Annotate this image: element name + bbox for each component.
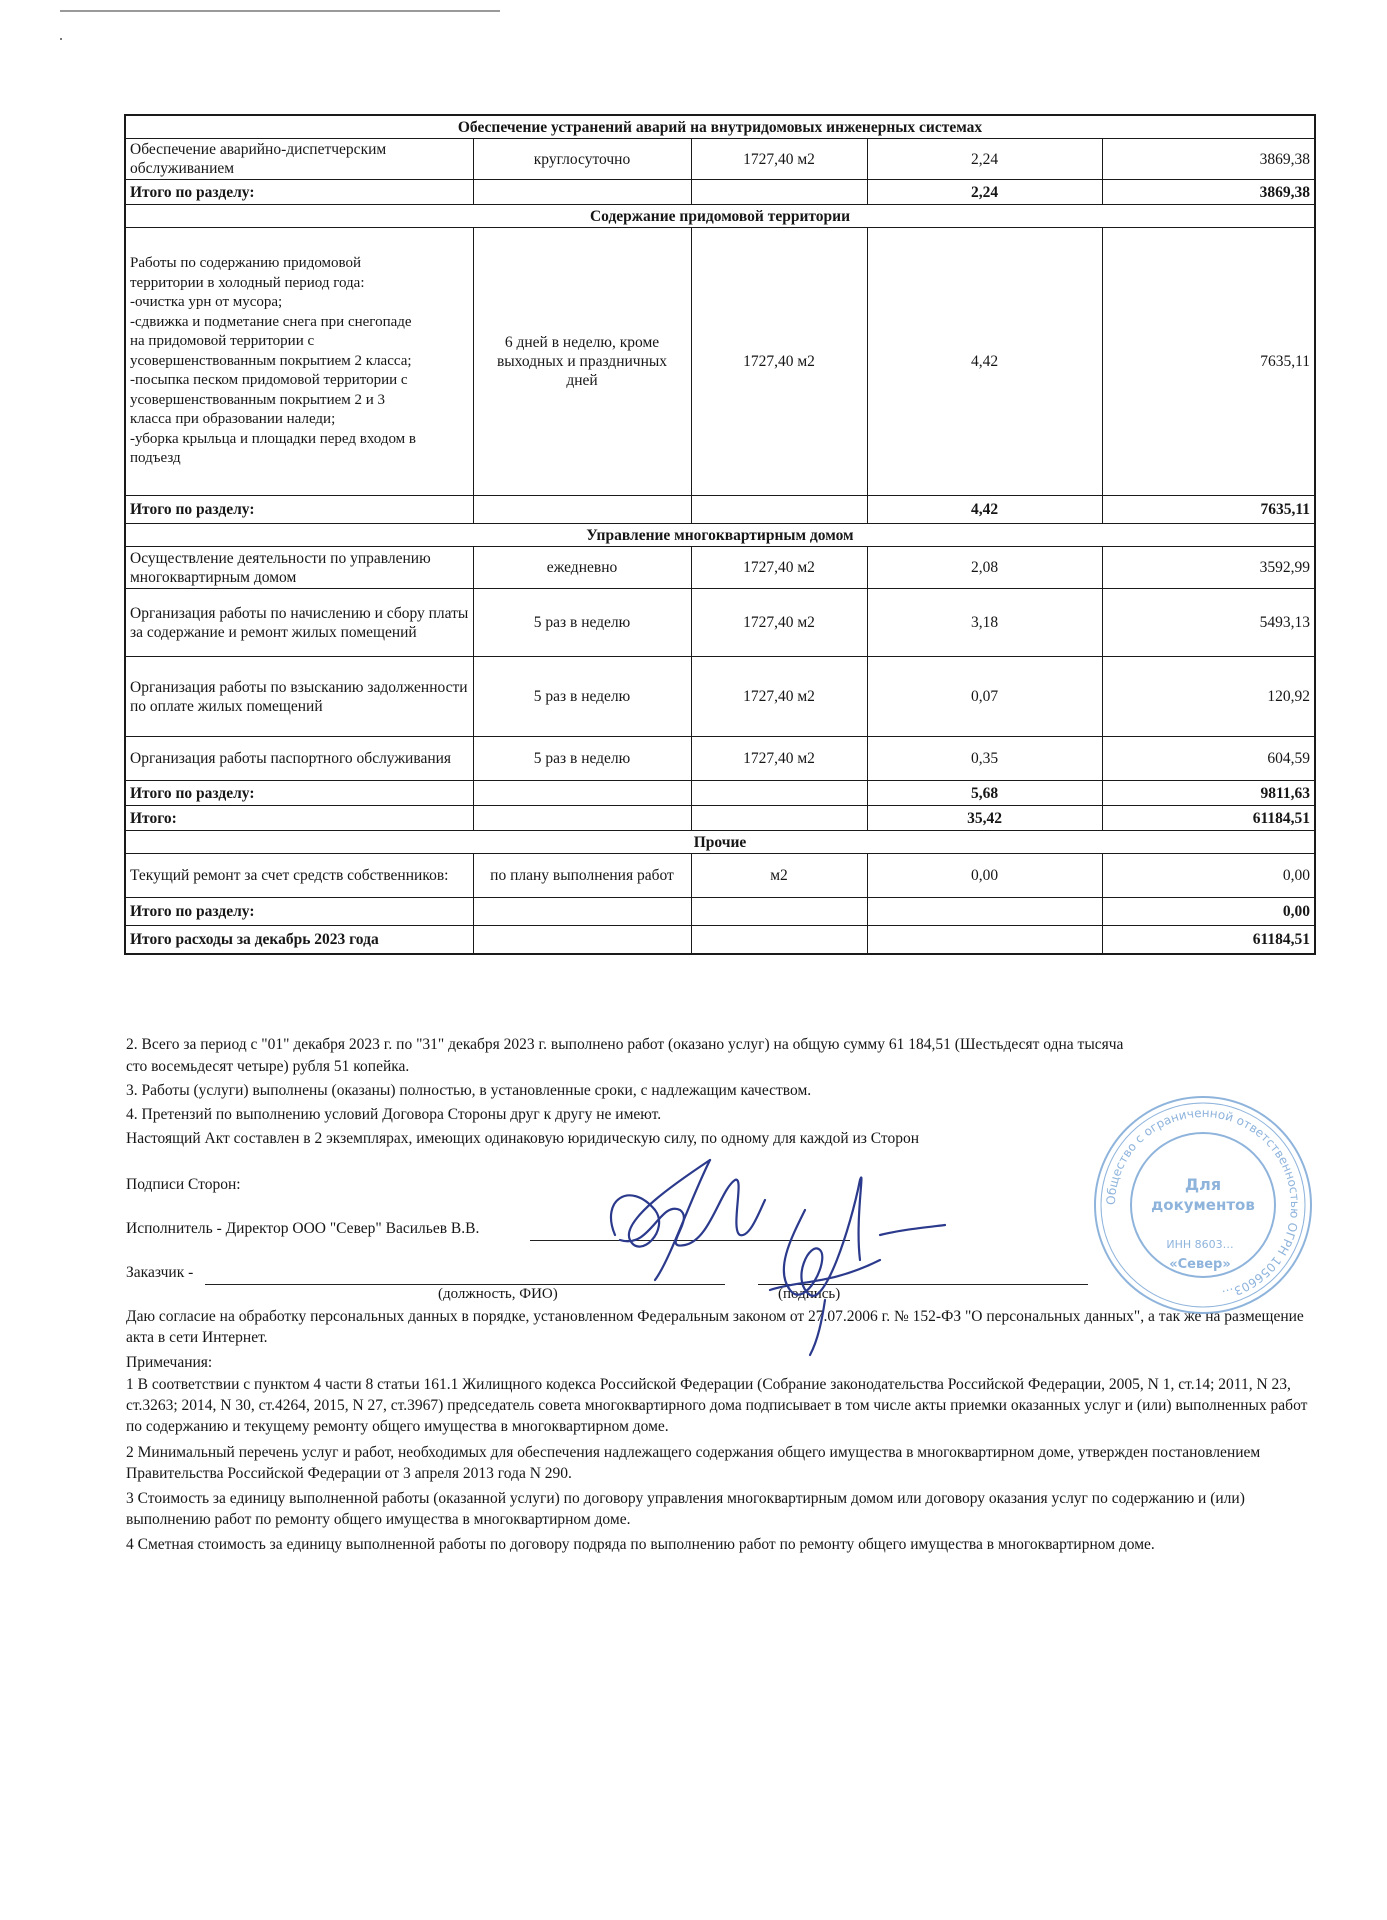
notes-title: Примечания: (126, 1354, 213, 1371)
total-sum: 0,00 (1102, 898, 1315, 926)
service-name: Организация работы по взысканию задолженности по оплате жилых помещений (125, 657, 473, 737)
service-area: 1727,40 м2 (691, 589, 867, 657)
service-sum: 0,00 (1102, 854, 1315, 898)
total-sum: 61184,51 (1102, 806, 1315, 831)
service-name: Обеспечение аварийно-диспетчерским обслуживанием (125, 139, 473, 180)
service-frequency: 6 дней в неделю, кроме выходных и праздничных дней (473, 228, 691, 496)
service-area: 1727,40 м2 (691, 228, 867, 496)
total-label: Итого: (125, 806, 473, 831)
handwritten-signature (560, 1140, 980, 1370)
total-label: Итого расходы за декабрь 2023 года (125, 926, 473, 954)
service-frequency: 5 раз в неделю (473, 589, 691, 657)
note-4: 4 Сметная стоимость за единицу выполненной работы по договору подряда по выполнению работ по ремонту общего имущества в многоквартирном доме. (126, 1536, 1155, 1553)
section-header: Обеспечение устранений аварий на внутридомовых инженерных системах (125, 115, 1315, 139)
stamp-center-1: Для (1184, 1175, 1222, 1194)
total-sum: 61184,51 (1102, 926, 1315, 954)
service-sum: 7635,11 (1102, 228, 1315, 496)
note-3: 3 Стоимость за единицу выполненной работы (оказанной услуги) по договору управления многоквартирным домом или договору оказания услуг по содержанию и (или) выполнению работ по ремонту общего имущества в многоквартирном доме. (126, 1490, 1245, 1528)
final-total-row (125, 926, 1315, 954)
service-rate: 2,08 (867, 547, 1102, 589)
service-name: Осуществление деятельности по управлению многоквартирным домом (125, 547, 473, 589)
stamp-center-2: документов (1151, 1196, 1255, 1214)
section-total-row (125, 781, 1315, 806)
table-row (125, 854, 1315, 898)
total-sum: 9811,63 (1102, 781, 1315, 806)
paragraph-4: 4. Претензий по выполнению условий Договора Стороны друг к другу не имеют. (126, 1106, 662, 1123)
total-sum: 3869,38 (1102, 180, 1315, 205)
note-1: 1 В соответствии с пунктом 4 части 8 статьи 161.1 Жилищного кодекса Российской Федерации (Собрание законодательства Российской Федерации, 2005, N 1, ст.14; 2011, N 23, ст.3263; 2014, N 30, ст.4264, 2015, N 27, ст.3967) председатель совета многоквартирного дома подписывает в том числе акты приемки оказанных услуг и (или) выполненных работ по содержанию и текущему ремонту общего имущества в многоквартирном доме. (126, 1376, 1308, 1435)
service-sum: 120,92 (1102, 657, 1315, 737)
service-frequency: по плану выполнения работ (473, 854, 691, 898)
table-row (125, 139, 1315, 180)
service-rate: 3,18 (867, 589, 1102, 657)
consent-text: Даю согласие на обработку персональных данных в порядке, установленном Федеральным законом от 27.07.2006 г. № 152-ФЗ "О персональных данных", а так же на размещение акта в сети Интернет. (126, 1308, 1304, 1346)
table-row (125, 228, 1315, 496)
service-rate: 4,42 (867, 228, 1102, 496)
section-header: Управление многоквартирным домом (125, 524, 1315, 547)
section-header: Прочие (125, 831, 1315, 854)
service-frequency: круглосуточно (473, 139, 691, 180)
service-area: 1727,40 м2 (691, 737, 867, 781)
service-rate: 0,00 (867, 854, 1102, 898)
stamp-bottom: «Север» (1169, 1257, 1231, 1272)
service-rate: 0,35 (867, 737, 1102, 781)
signatures-title: Подписи Сторон: (126, 1176, 241, 1193)
service-sum: 3869,38 (1102, 139, 1315, 180)
service-rate: 0,07 (867, 657, 1102, 737)
scan-artifact-dot (60, 38, 62, 40)
paragraph-2-line-1: 2. Всего за период с "01" декабря 2023 г. по "31" декабря 2023 г. выполнено работ (оказано услуг) на общую сумму 61 184,51 (Шестьдесят одна тысяча (126, 1036, 1124, 1053)
caption-signature: (подпись) (778, 1286, 841, 1302)
service-sum: 5493,13 (1102, 589, 1315, 657)
table-row (125, 737, 1315, 781)
total-label: Итого по разделу: (125, 781, 473, 806)
note-2: 2 Минимальный перечень услуг и работ, необходимых для обеспечения надлежащего содержания общего имущества в многоквартирном доме, утвержден постановлением Правительства Российской Федерации от 3 апреля 2013 года N 290. (126, 1444, 1261, 1482)
service-name: Текущий ремонт за счет средств собственников: (125, 854, 473, 898)
section-total-row (125, 898, 1315, 926)
service-name: Организация работы паспортного обслуживания (125, 737, 473, 781)
total-rate: 4,42 (867, 496, 1102, 524)
paragraph-3: 3. Работы (услуги) выполнены (оказаны) полностью, в установленные сроки, с надлежащим качеством. (126, 1082, 812, 1099)
caption-position: (должность, ФИО) (438, 1286, 558, 1302)
service-frequency: 5 раз в неделю (473, 657, 691, 737)
works-table (124, 114, 1316, 955)
service-area: 1727,40 м2 (691, 657, 867, 737)
total-sum: 7635,11 (1102, 496, 1315, 524)
total-rate: 2,24 (867, 180, 1102, 205)
table-row (125, 657, 1315, 737)
service-frequency: 5 раз в неделю (473, 737, 691, 781)
total-rate: 5,68 (867, 781, 1102, 806)
grand-total-row (125, 806, 1315, 831)
service-rate: 2,24 (867, 139, 1102, 180)
section-header: Содержание придомовой территории (125, 205, 1315, 228)
table-row (125, 589, 1315, 657)
stamp-ring-text: Общество с ограниченной ответственностью ОГРН 1056603… (1103, 1105, 1303, 1302)
service-sum: 3592,99 (1102, 547, 1315, 589)
paragraph-copies: Настоящий Акт составлен в 2 экземплярах, имеющих одинаковую юридическую силу, по одному для каждой из Сторон (126, 1130, 920, 1147)
total-label: Итого по разделу: (125, 180, 473, 205)
stamp-inn: ИНН 8603… (1166, 1238, 1234, 1251)
scan-artifact-line (60, 10, 500, 12)
section-total-row (125, 180, 1315, 205)
customer-line: Заказчик - (126, 1264, 194, 1281)
service-area: м2 (691, 854, 867, 898)
service-sum: 604,59 (1102, 737, 1315, 781)
total-label: Итого по разделу: (125, 898, 473, 926)
round-stamp (1088, 1090, 1318, 1320)
executor-line: Исполнитель - Директор ООО "Север" Васильев В.В. (126, 1220, 480, 1237)
service-area: 1727,40 м2 (691, 547, 867, 589)
table-row (125, 547, 1315, 589)
service-name: Работы по содержанию придомовой территории в холодный период года: -очистка урн от мусора; -сдвижка и подметание снега при снегопаде на придомовой территории с усовершенствованным покрытием 2 класса; -посыпка песком придомовой территории с усовершенствованным покрытием 2 и 3 класса при образовании наледи; -уборка крыльца и площадки перед входом в подъезд (125, 228, 473, 496)
service-area: 1727,40 м2 (691, 139, 867, 180)
total-label: Итого по разделу: (125, 496, 473, 524)
section-total-row (125, 496, 1315, 524)
total-rate: 35,42 (867, 806, 1102, 831)
service-name: Организация работы по начислению и сбору платы за содержание и ремонт жилых помещений (125, 589, 473, 657)
paragraph-2-line-2: сто восемьдесят четыре) рубля 51 копейка. (126, 1058, 410, 1075)
service-frequency: ежедневно (473, 547, 691, 589)
